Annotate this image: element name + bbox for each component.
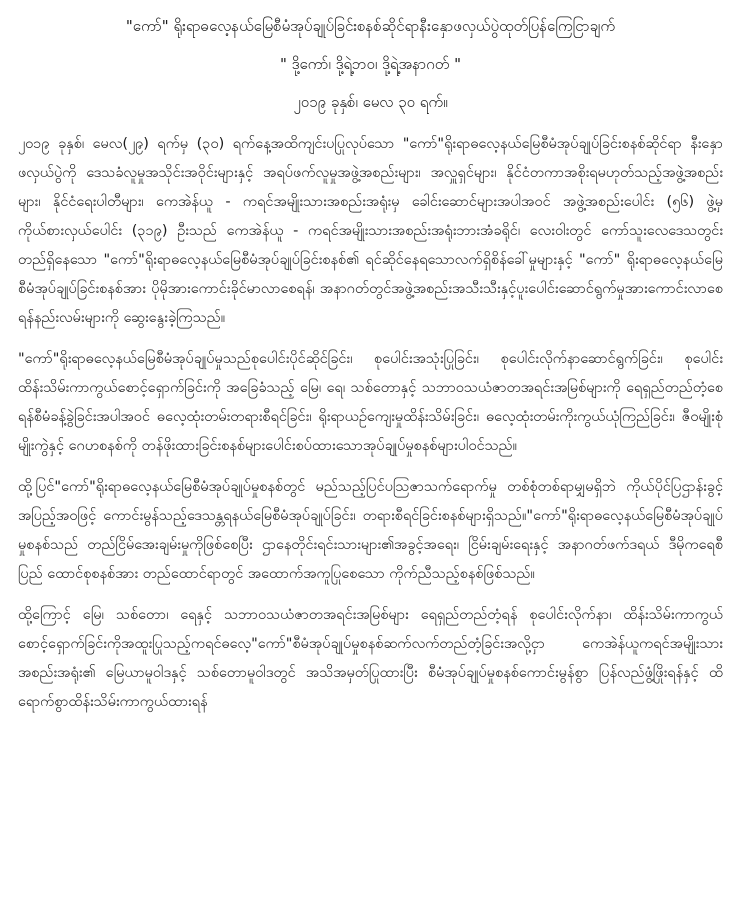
paragraph: "ကော်"ရိုးရာဓလေ့နယ်မြေစီမံအုပ်ချုပ်မှုသည်စုပေါင်းပိုင်ဆိုင်ခြင်း၊ စုပေါင်းအသုံးပြုခြင်း၊ စုပေါင်းလိုက်နာဆောင်ရွက်ခြင်း၊ စုပေါင်းထိန်းသိမ်းကာကွယ်စောင့်ရှောက်ခြင်းကို အခြေခံသည့် မြေ၊ ရေ၊ သစ်တောနှင့် သဘာဝသယံဇာတအရင်းအမြစ်များကို ရေရှည်တည်တံ့စေရန်စီမံခန့်ခွဲခြင်းအပါအဝင် ဓလေ့ထုံးတမ်းတရားစီရင်ခြင်း၊ ရိုးရာယဉ်ကျေးမှုထိန်းသိမ်းခြင်း၊ ဓလေ့ထုံးတမ်းကိုးကွယ်ယုံကြည်ခြင်း၊ ဇီဝမျိုးစုံမျိုးကွဲနှင့် ဂေဟစနစ်ကို တန်ဖိုးထားခြင်းစနစ်များပေါင်းစပ်ထားသောအုပ်ချုပ်မှုစနစ်များပါဝင်သည်။ [18,351,723,454]
paragraph: ထို့ပြင်"ကော်"ရိုးရာဓလေ့နယ်မြေစီမံအုပ်ချုပ်မှုစနစ်တွင် မည်သည့်ပြင်ပသြဇာသက်ရောက်မှု တစ်စုံတစ်ရာမျှမရှိဘဲ ကိုယ်ပိုင်ပြဌာန်းခွင့်အပြည့်အဝဖြင့် ကောင်းမွန်သည့်ဒေသန္တရနယ်မြေစီမံအုပ်ချုပ်ခြင်း၊ တရားစီရင်ခြင်းစနစ်များရှိသည်။"ကော်"ရိုးရာဓလေ့နယ်မြေစီမံအုပ်ချုပ်မှုစနစ်သည် တည်ငြိမ်အေးချမ်းမှုကိုဖြစ်စေပြီး ဌာနေတိုင်းရင်းသားများ၏အခွင့်အရေး၊ ငြိမ်းချမ်းရေးနှင့် အနာဂတ်ဖက်ဒရယ် ဒီမိုကရေစီ ပြည် ထောင်စုစနစ်အား တည်ထောင်ရာတွင် အထောက်အကူပြုစေသော ကိုက်ညီသည့်စနစ်ဖြစ်သည်။ [18,479,723,582]
document-subtitle: " ဒို့ကော်၊ ဒို့ရဲ့ဘဝ၊ ဒို့ရဲ့အနာဂတ် " [279,55,462,73]
document-title: "ကော်" ရိုးရာဓလေ့နယ်မြေစီမံအုပ်ချုပ်ခြင်းစနစ်ဆိုင်ရာနီးနှောဖလှယ်ပွဲထုတ်ပြန်ကြေငြာချက် [125,17,616,35]
paragraph: ထို့ကြောင့် မြေ၊ သစ်တော၊ ရေနှင့် သဘာဝသယံဇာတအရင်းအမြစ်များ ရေရှည်တည်တံ့ရန် စုပေါင်းလိုက်နာ၊ ထိန်းသိမ်းကာကွယ်စောင့်ရှောက်ခြင်းကိုအထူးပြုသည့်ကရင်ဓလေ့"ကော်"စီမံအုပ်ချုပ်မှုစနစ်ဆက်လက်တည်တံ့ခြင်းအလို့ငှာ ကေအဲန်ယူကရင်အမျိုးသားအစည်းအရုံး၏ မြေယာမူဝါဒနှင့် သစ်တောမူဝါဒတွင် အသိအမှတ်ပြုထားပြီး စီမံအုပ်ချုပ်မှုစနစ်ကောင်းမွန်စွာ ပြန်လည်ဖွံ့ဖြိုးရန်နှင့် ထိရောက်စွာထိန်းသိမ်းကာကွယ်ထားရန် [18,607,723,710]
document-date: ၂၀၁၉ ခုနှစ်၊ မေလ ၃၀ ရက်။ [293,93,448,111]
paragraph: ၂၀၁၉ ခုနှစ်၊ မေလ(၂၉) ရက်မှ (၃၀) ရက်နေ့အထိကျင်းပပြုလုပ်သော "ကော်"ရိုးရာဓလေ့နယ်မြေစီမံအုပ်ချုပ်ခြင်းစနစ်ဆိုင်ရာ နီးနှောဖလှယ်ပွဲကို ဒေသခံလူမှုအသိုင်းအဝိုင်းများနှင့် အရပ်ဖက်လူမှုအဖွဲ့အစည်းများ၊ အလှူရှင်များ၊ နိုင်ငံတကာအစိုးရမဟုတ်သည့်အဖွဲ့အစည်းများ၊ နိုင်ငံရေးပါတီများ၊ ကေအဲန်ယူ - ကရင်အမျိုးသားအစည်းအရုံးမှ ခေါင်းဆောင်များအပါအဝင် အဖွဲ့အစည်းပေါင်း (၅၆) ဖွဲ့မှ ကိုယ်စားလှယ်ပေါင်း (၃၁၉) ဦးသည် ကေအဲန်ယူ - ကရင်အမျိုးသားအစည်းအရုံးဘားအံခရိုင်၊ လေးဝါးတွင် ကော်သူးလေဒေသတွင်း တည်ရှိနေသော "ကော်"ရိုးရာဓလေ့နယ်မြေစီမံအုပ်ချုပ်ခြင်းစနစ်၏ ရင်ဆိုင်နေရသောလက်ရှိစိန်ခေါ်မှုများနှင့် "ကော်" ရိုးရာဓလေ့နယ်မြေစီမံအုပ်ချုပ်ခြင်းစနစ်အား ပိုမိုအားကောင်းခိုင်မာလာစေရန်၊ အနာဂတ်တွင်အဖွဲ့အစည်းအသီးသီးနှင့်ပူးပေါင်းဆောင်ရွက်မှုအားကောင်းလာစေရန်နည်းလမ်းများကို ဆွေးနွေးခဲ့ကြသည်။ [18,136,723,326]
